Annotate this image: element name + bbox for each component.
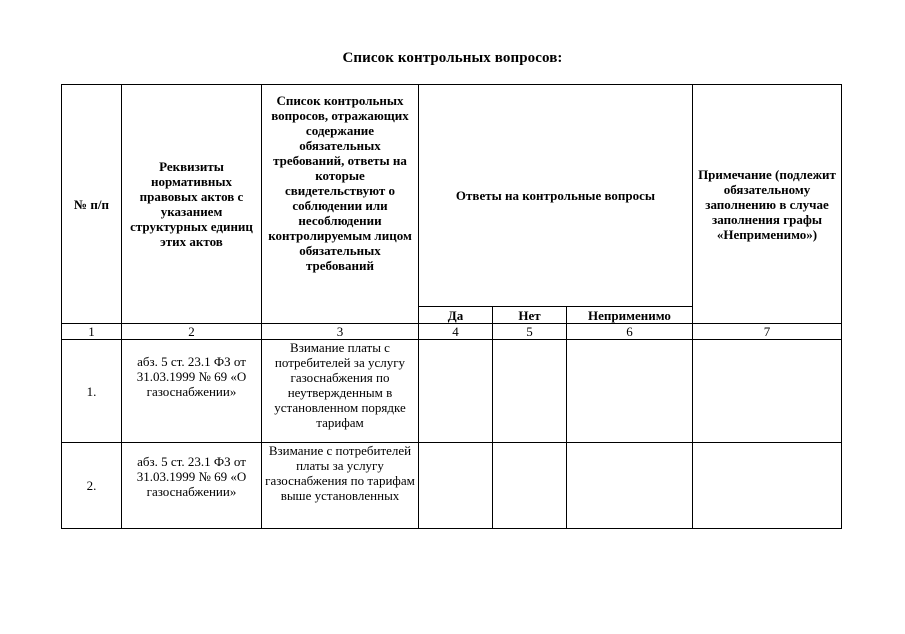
column-number: 1 — [62, 324, 122, 340]
table-row — [62, 340, 842, 443]
header-requisites: Реквизиты нормативных правовых актов с указанием структурных единиц этих актов — [122, 85, 262, 324]
table-row — [62, 443, 842, 529]
header-num: № п/п — [62, 85, 122, 324]
row-question: Взимание платы с потребителей за услугу газоснабжения по неутвержденным в установленном порядке тарифам — [262, 340, 419, 443]
column-number: 3 — [262, 324, 419, 340]
checklist-table — [61, 84, 842, 529]
header-answer-yes: Да — [419, 307, 493, 324]
answer-yes-cell[interactable] — [419, 340, 493, 443]
answer-na-cell[interactable] — [567, 340, 693, 443]
column-number-row — [62, 324, 842, 340]
column-number: 6 — [567, 324, 693, 340]
column-number: 7 — [693, 324, 842, 340]
column-number: 4 — [419, 324, 493, 340]
row-question: Взимание с потребителей платы за услугу газоснабжения по тарифам выше установленных — [262, 443, 419, 529]
header-answer-na: Неприменимо — [567, 307, 693, 324]
row-requisites: абз. 5 ст. 23.1 ФЗ от 31.03.1999 № 69 «О газоснабжении» — [122, 443, 262, 529]
answer-na-cell[interactable] — [567, 443, 693, 529]
header-answers: Ответы на контрольные вопросы — [419, 85, 693, 307]
page-title: Список контрольных вопросов: — [342, 50, 563, 66]
note-cell[interactable] — [693, 340, 842, 443]
note-cell[interactable] — [693, 443, 842, 529]
header-answer-no: Нет — [493, 307, 567, 324]
header-questions: Список контрольных вопросов, отражающих содержание обязательных требований, ответы на которые свидетельствуют о соблюдении или несоблюдении контролируемым лицом обязательных требований — [262, 85, 419, 324]
header-note: Примечание (подлежит обязательному заполнению в случае заполнения графы «Неприменимо») — [693, 85, 842, 324]
answer-yes-cell[interactable] — [419, 443, 493, 529]
row-number: 2. — [62, 443, 122, 529]
answer-no-cell[interactable] — [493, 340, 567, 443]
column-number: 5 — [493, 324, 567, 340]
header-row — [62, 85, 842, 307]
row-requisites: абз. 5 ст. 23.1 ФЗ от 31.03.1999 № 69 «О газоснабжении» — [122, 340, 262, 443]
row-number: 1. — [62, 340, 122, 443]
column-number: 2 — [122, 324, 262, 340]
answer-no-cell[interactable] — [493, 443, 567, 529]
